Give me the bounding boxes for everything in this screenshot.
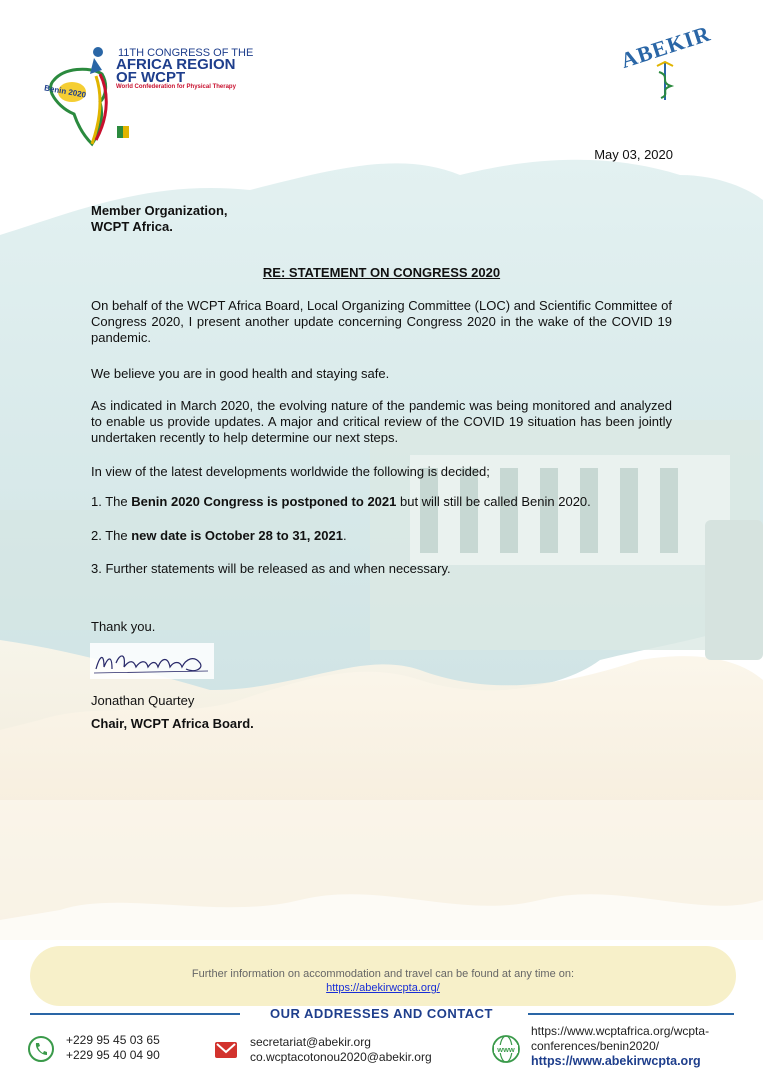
decision-item-2 xyxy=(91,528,672,544)
email-1: secretariat@abekir.org xyxy=(250,1035,371,1049)
mail-icon xyxy=(214,1040,238,1060)
decision-item-1 xyxy=(91,494,672,510)
email-addresses xyxy=(250,1035,432,1065)
contact-heading: OUR ADDRESSES AND CONTACT xyxy=(270,1006,493,1021)
abekir-logo-text: ABEKIR xyxy=(617,20,714,73)
svg-text:www: www xyxy=(497,1045,515,1054)
contact-divider-right xyxy=(528,1013,734,1015)
subject-heading: RE: STATEMENT ON CONGRESS 2020 xyxy=(262,265,501,280)
congress-title-line1: 11TH CONGRESS OF THE xyxy=(118,47,254,59)
info-text: Further information on accommodation and travel can be found at any time on: xyxy=(191,968,575,980)
congress-title-line2: AFRICA REGION xyxy=(116,56,236,73)
email-2: co.wcptacotonou2020@abekir.org xyxy=(250,1050,432,1064)
item1-suffix: but will still be called Benin 2020. xyxy=(396,494,591,509)
info-link-wrap xyxy=(30,980,736,996)
phone-icon xyxy=(28,1036,54,1062)
website-1-line1[interactable]: https://www.wcptafrica.org/wcpta- xyxy=(531,1024,710,1038)
abekir-website-link[interactable]: https://abekirwcpta.org/ xyxy=(326,982,440,994)
letter-date: May 03, 2020 xyxy=(594,147,673,162)
recipient-block xyxy=(91,203,228,235)
website-1-line2[interactable]: conferences/benin2020/ xyxy=(531,1039,660,1053)
website-2[interactable]: https://www.abekirwcpta.org xyxy=(531,1054,701,1068)
phone-numbers xyxy=(66,1033,160,1063)
benin-2020-label: Benin 2020 xyxy=(43,83,87,100)
congress-title-line3: OF WCPT xyxy=(116,69,186,86)
item2-suffix: . xyxy=(342,528,347,543)
recipient-line2: WCPT Africa. xyxy=(91,219,173,234)
paragraph-decision: In view of the latest developments worldwide the following is decided; xyxy=(91,464,490,479)
recipient-line1: Member Organization, xyxy=(91,203,228,218)
paragraph-review: As indicated in March 2020, the evolving nature of the pandemic was being monitored and analyzed to enable us provide updates. A major and critical review of the COVID 19 situation has been jointly undertaken recently to help determine our next steps. xyxy=(91,398,672,445)
phone-number-2: +229 95 40 04 90 xyxy=(66,1048,160,1062)
paragraph-wellbeing: We believe you are in good health and staying safe. xyxy=(91,366,390,381)
signer-name: Jonathan Quartey xyxy=(91,693,195,708)
paragraph-intro: On behalf of the WCPT Africa Board, Local Organizing Committee (LOC) and Scientific Committee of Congress 2020, I present another update concerning Congress 2020 in the wake of the COVID 19 pandemic. xyxy=(91,298,672,345)
congress-subtitle: World Confederation for Physical Therapy xyxy=(116,84,236,90)
item2-prefix: 2. The xyxy=(91,528,132,543)
item2-bold: new date is October 28 to 31, 2021 xyxy=(131,528,343,543)
closing-thanks: Thank you. xyxy=(91,619,156,634)
signature-image xyxy=(90,643,214,679)
item1-bold: Benin 2020 Congress is postponed to 2021 xyxy=(131,494,397,509)
decision-item-3: 3. Further statements will be released as and when necessary. xyxy=(91,561,451,576)
website-links xyxy=(531,1024,709,1069)
item1-prefix: 1. The xyxy=(91,494,132,509)
phone-number-1: +229 95 45 03 65 xyxy=(66,1033,160,1047)
signer-title: Chair, WCPT Africa Board. xyxy=(91,716,254,731)
globe-www-icon xyxy=(491,1034,521,1064)
